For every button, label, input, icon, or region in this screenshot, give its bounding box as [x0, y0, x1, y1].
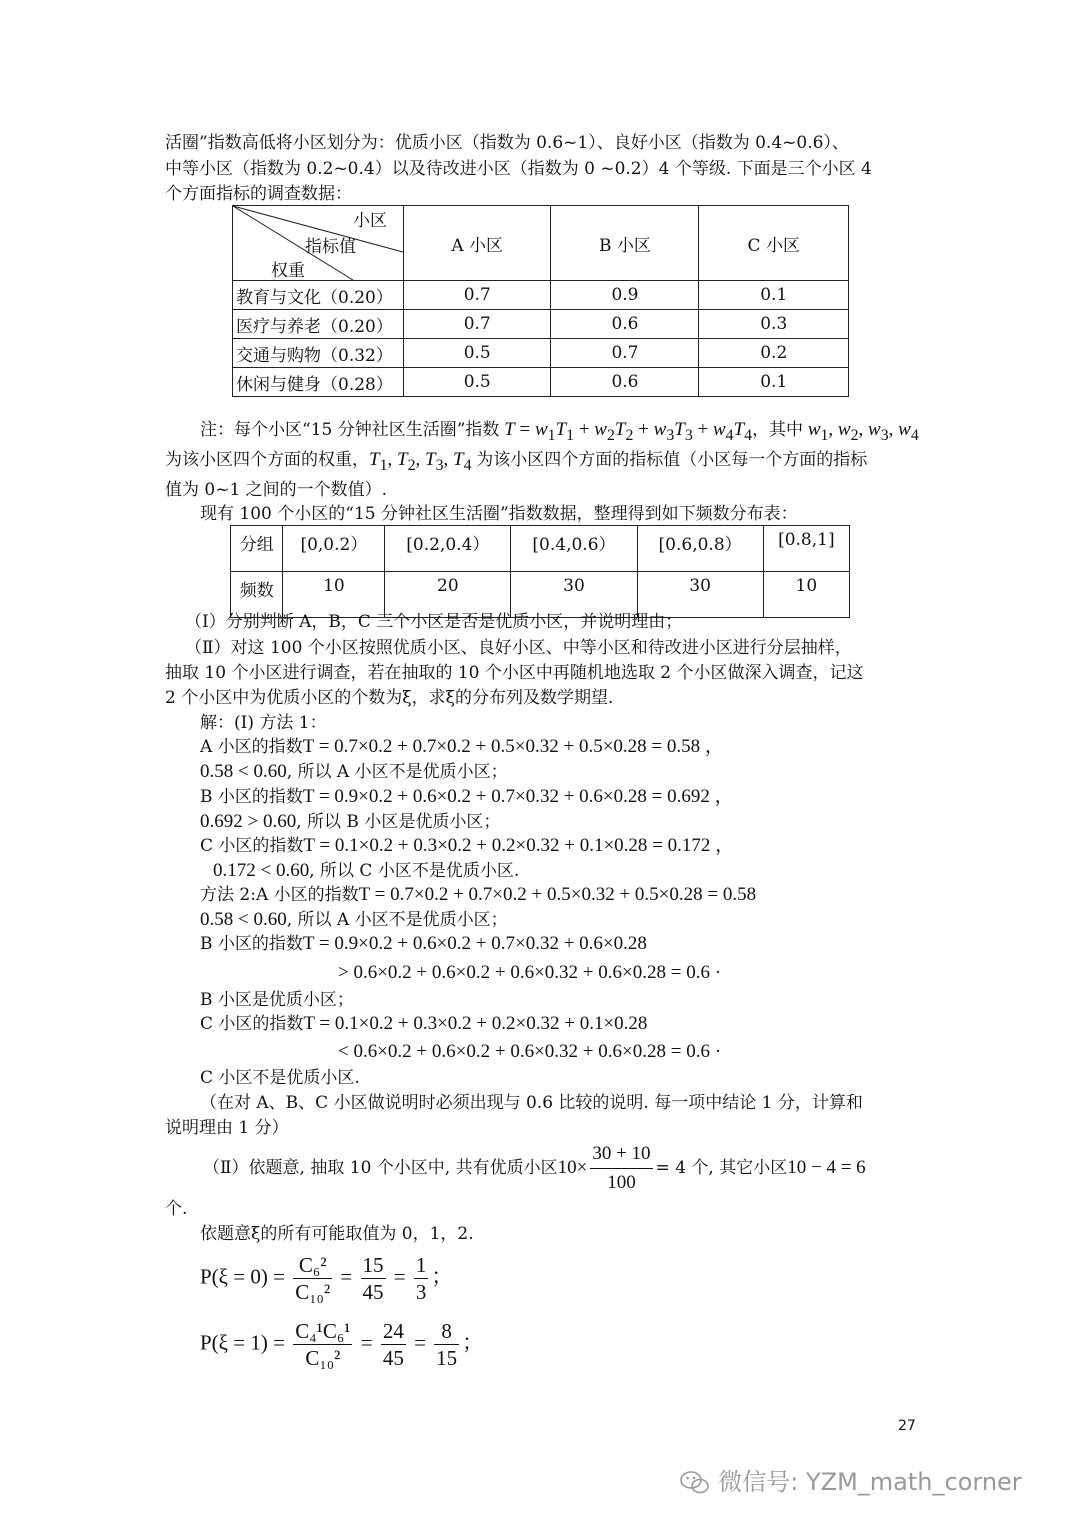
table-cell: [0,0.2） [283, 526, 385, 572]
solution-text: （Ⅱ）依题意, 抽取 10 个小区中, 共有优质小区 [203, 1158, 558, 1178]
solution-text: , 所以 B 小区是优质小区； [296, 812, 501, 832]
table-cell: 30 [637, 572, 763, 618]
intro-line-3: 个方面指标的调查数据： [165, 184, 352, 204]
solution-line [200, 908, 508, 932]
formula: ； [462, 1330, 484, 1355]
table-row [233, 281, 849, 310]
solution-line [200, 810, 500, 834]
formula: 10× [557, 1157, 588, 1178]
table-header: A 小区 [404, 206, 551, 281]
solution-line [200, 932, 647, 956]
solution-heading: 解：(Ⅰ) 方法 1： [200, 713, 327, 733]
question-2-line-3: 2 个小区中为优质小区的个数为ξ，求ξ的分布列及数学期望. [165, 688, 614, 708]
table-header: B 小区 [551, 206, 699, 281]
solution-text: C 小区的指数 [200, 836, 304, 856]
note-text: 注：每个小区“15 分钟社区生活圈”指数 [200, 420, 500, 440]
table-cell: 0.2 [699, 339, 849, 368]
table-cell: [0.2,0.4） [385, 526, 511, 572]
grading-remark-2: 说明理由 1 分） [165, 1118, 289, 1138]
note-text: 为该小区四个方面的权重， [165, 450, 369, 470]
table-cell: 0.7 [404, 310, 551, 339]
solution-line [338, 1040, 721, 1064]
fraction-denominator: 45 [382, 1346, 404, 1370]
formula: 0.58 < 0.60 [200, 909, 287, 930]
fraction-numerator: 8 [434, 1318, 459, 1345]
fraction [381, 1318, 406, 1371]
solution-line [200, 1012, 647, 1036]
fraction [434, 1318, 459, 1371]
page-number: 27 [898, 1418, 916, 1434]
frequency-intro: 现有 100 个小区的“15 分钟社区生活圈”指数数据，整理得到如下频数分布表： [200, 504, 798, 524]
solution-text: A 小区的指数 [200, 737, 303, 757]
table-cell: 0.5 [404, 368, 551, 397]
note-text: ，其中 [752, 420, 804, 440]
formula: P(ξ = 0) = [200, 1264, 285, 1289]
part2-line [203, 1140, 866, 1197]
row-label: 频数 [231, 572, 283, 618]
fraction-numerator: 15 [362, 1253, 384, 1277]
probability-xi-1: P(ξ = 1) = $\frac{\text{C₄¹C₆¹}}{\text{C₁₀²}}$ = $\frac{24}{45}$ = $\frac{8}{15}$ ； [200, 1319, 484, 1370]
corner-label-weight: 权重 [271, 261, 305, 281]
table-cell: 0.5 [404, 339, 551, 368]
solution-text: , 所以 A 小区不是优质小区； [286, 910, 508, 930]
solution-line: C 小区不是优质小区. [200, 1068, 360, 1088]
note-line-2 [165, 448, 867, 478]
corner-label-indicator: 指标值 [305, 237, 356, 257]
formula: T = 0.1×0.2 + 0.3×0.2 + 0.2×0.32 + 0.1×0.28 = 0.172 ， [303, 835, 735, 856]
formula: T = 0.9×0.2 + 0.6×0.2 + 0.7×0.32 + 0.6×0.28 = 0.692 ， [302, 786, 734, 807]
indicator-table [232, 205, 849, 397]
solution-text: = 4 个, 其它小区 [655, 1158, 788, 1178]
fraction-denominator: C₁₀² [295, 1280, 331, 1304]
formula: 0.58 < 0.60 [200, 761, 287, 782]
solution-line [200, 883, 756, 907]
formula: ； [431, 1264, 453, 1289]
formula-weights: $w_1$, $w_2$, $w_3$, $w_4$ [807, 419, 919, 444]
watermark-text: 微信号: YZM_math_corner [718, 1468, 1022, 1496]
solution-line [213, 859, 519, 883]
table-row [233, 310, 849, 339]
solution-text: , 所以 C 小区不是优质小区. [309, 861, 520, 881]
fraction-denominator: 100 [607, 1172, 636, 1193]
table-cell: 10 [283, 572, 385, 618]
row-label: 分组 [231, 526, 283, 572]
solution-text: B 小区的指数 [200, 787, 303, 807]
row-label: 交通与购物（0.32） [233, 339, 404, 368]
table-cell: 0.3 [699, 310, 849, 339]
solution-text: , 所以 A 小区不是优质小区； [286, 762, 508, 782]
question-2-line-2: 抽取 10 个小区进行调查，若在抽取的 10 个小区中再随机地选取 2 个小区做深入调查，记这 [165, 663, 864, 683]
fraction-numerator: 1 [415, 1253, 427, 1277]
table-cell: 10 [763, 572, 849, 618]
solution-line [200, 735, 724, 759]
table-cell: 30 [511, 572, 637, 618]
table-row [231, 526, 850, 572]
solution-text: 方法 2:A 小区的指数 [200, 885, 359, 905]
fraction-numerator: C₆² [293, 1252, 332, 1279]
intro-line-2: 中等小区（指数为 0.2~0.4）以及待改进小区（指数为 0 ~0.2）4 个等级. 下面是三个小区 4 [165, 159, 872, 179]
fraction [590, 1140, 652, 1197]
fraction-numerator: 24 [382, 1319, 404, 1343]
formula: 0.692 > 0.60 [200, 811, 297, 832]
fraction-denominator: C₁₀² [305, 1346, 341, 1370]
table-cell: 20 [385, 572, 511, 618]
fraction-denominator: 3 [415, 1280, 427, 1304]
corner-label-district: 小区 [353, 211, 387, 231]
question-2-line-1: （Ⅱ）对这 100 个小区按照优质小区、良好小区、中等小区和待改进小区进行分层抽样， [185, 638, 852, 658]
formula: T = 0.9×0.2 + 0.6×0.2 + 0.7×0.32 + 0.6×0.28 [302, 933, 647, 954]
table-cell: [0.4,0.6） [511, 526, 637, 572]
intro-line-1: 活圈”指数高低将小区划分为：优质小区（指数为 0.6~1）、良好小区（指数为 0.4~0.6）、 [165, 133, 849, 153]
solution-text: C 小区的指数 [200, 1014, 304, 1034]
note-text: 为该小区四个方面的指标值（小区每一个方面的指标 [476, 450, 868, 470]
frequency-table [230, 525, 850, 618]
fraction [293, 1318, 352, 1371]
solution-line: 个. [165, 1199, 188, 1219]
question-1: （Ⅰ）分别判断 A，B，C 三个小区是否是优质小区，并说明理由； [185, 612, 683, 632]
wechat-icon [680, 1467, 718, 1497]
table-cell: 0.1 [699, 368, 849, 397]
solution-line: B 小区是优质小区； [200, 990, 354, 1010]
table-cell: [0.8,1] [763, 526, 849, 572]
table-row [233, 339, 849, 368]
formula: > 0.6×0.2 + 0.6×0.2 + 0.6×0.32 + 0.6×0.28 = 0.6 · [338, 962, 722, 983]
fraction [414, 1252, 429, 1305]
formula: T = 0.1×0.2 + 0.3×0.2 + 0.2×0.32 + 0.1×0.28 [303, 1013, 648, 1034]
table-cell: 0.1 [699, 281, 849, 310]
fraction-numerator: C₄¹C₆¹ [295, 1319, 351, 1343]
formula: < 0.6×0.2 + 0.6×0.2 + 0.6×0.32 + 0.6×0.28 = 0.6 · [338, 1041, 722, 1062]
solution-line [338, 961, 721, 985]
fraction-denominator: 15 [436, 1346, 458, 1370]
table-cell: 0.6 [551, 310, 699, 339]
formula: 0.172 < 0.60 [213, 860, 310, 881]
solution-text: B 小区的指数 [200, 934, 303, 954]
solution-line [200, 760, 508, 784]
fraction [361, 1252, 386, 1305]
solution-line [200, 785, 734, 809]
table-cell: [0.6,0.8） [637, 526, 763, 572]
fraction-denominator: 45 [362, 1280, 384, 1304]
solution-line [200, 834, 734, 858]
table-corner-cell [233, 206, 404, 281]
formula: T = 0.7×0.2 + 0.7×0.2 + 0.5×0.32 + 0.5×0.28 = 0.58 [358, 884, 757, 905]
table-header: C 小区 [699, 206, 849, 281]
fraction [293, 1252, 332, 1305]
fraction-numerator: 30 + 10 [590, 1140, 652, 1169]
formula-T: $T = w_1T_1 + w_2T_2 + w_3T_3 + w_4T_4$ [504, 419, 753, 444]
row-label: 医疗与养老（0.20） [233, 310, 404, 339]
table-cell: 0.6 [551, 368, 699, 397]
solution-line: 依题意ξ的所有可能取值为 0，1，2. [200, 1224, 474, 1244]
probability-xi-0: P(ξ = 0) = $\frac{\text{C₆²}}{\text{C₁₀²}}$ = $\frac{15}{45}$ = $\frac{1}{3}$ ； [200, 1253, 453, 1304]
formula: 10 − 4 = 6 [787, 1157, 866, 1178]
grading-remark-1: （在对 A、B、C 小区做说明时必须出现与 0.6 比较的说明. 每一项中结论 1 分，计算和 [200, 1093, 863, 1113]
table-cell: 0.9 [551, 281, 699, 310]
table-row [233, 368, 849, 397]
formula-indices: $T_1$, $T_2$, $T_3$, $T_4$ [369, 449, 472, 474]
watermark [680, 1462, 1022, 1497]
table-cell: 0.7 [404, 281, 551, 310]
table-cell: 0.7 [551, 339, 699, 368]
formula: P(ξ = 1) = [200, 1330, 285, 1355]
row-label: 教育与文化（0.20） [233, 281, 404, 310]
note-line-3: 值为 0~1 之间的一个数值）. [165, 480, 388, 500]
row-label: 休闲与健身（0.28） [233, 368, 404, 397]
formula: T = 0.7×0.2 + 0.7×0.2 + 0.5×0.32 + 0.5×0.28 = 0.58 ， [302, 736, 724, 757]
note-line-1 [200, 418, 919, 448]
